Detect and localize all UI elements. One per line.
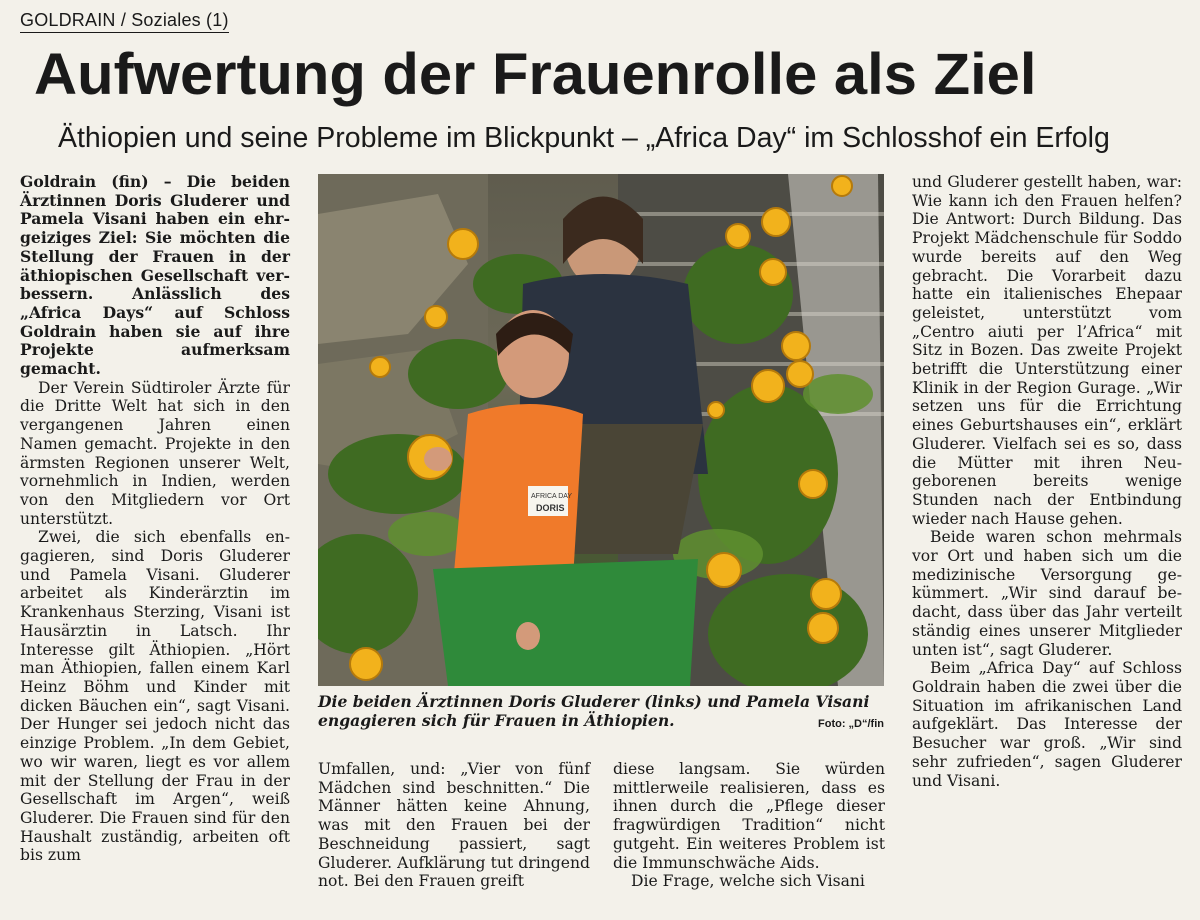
headline: Aufwertung der Frauenrolle als Ziel [34, 42, 1037, 107]
body-paragraph: diese langsam. Sie würden mittlerweile realisieren, dass es ihnen durch die „Pflege dieser fragwürdigen Tradition“ nicht gutgeht. Ein weiteres Problem ist die Immunschwäche Aids. [613, 760, 885, 872]
name-badge-line-2: DORIS [536, 503, 565, 513]
body-paragraph: Zwei, die sich ebenfalls engagieren, sind Doris Gluderer und Pamela Visani. Gluderer arbeitet als Kinderärztin im Krankenhaus Sterzing, Visani ist Hausärztin in Latsch. Ihr Interesse gilt Äthiopien. „Hört man Äthiopien, fallen einem Karl Heinz Böhm und Kinder mit dicken Bäuchen ein“, sagt Visani. Der Hunger sei jedoch nicht das einzige Problem. „In dem Gebiet, wo wir waren, liegt es vor allem mit der Stellung der Frau in der Gesellschaft im Argen“, weiß Gluderer. Die Frauen sind für den Haushalt zuständig, arbeiten oft bis zum [20, 528, 290, 865]
article-column-4 [912, 173, 1182, 790]
article-column-3 [613, 760, 885, 891]
photo-illustration [318, 174, 884, 686]
body-paragraph: Beim „Africa Day“ auf Schloss Goldrain haben die zwei über die Situation im afrikanischen Land aufgeklärt. Das Interesse der Besucher war groß. „Wir sind sehr zufrieden“, sagen Gluderer und Visani. [912, 659, 1182, 790]
body-paragraph: und Gluderer gestellt haben, war: Wie kann ich den Frauen helfen? Die Antwort: Durch Bildung. Das Projekt Mädchenschule für Soddo wurde bereits auf den Weg gebracht. Die Vorarbeit dazu hatte ein italienisches Ehepaar geleistet, unterstützt vom „Centro aiuti per l’Africa“ mit Sitz in Bozen. Das zweite Projekt betrifft die Unterstützung einer Klinik in der Region Gurage. „Wir setzen uns für die Errichtung eines Geburtshauses ein“, erklärt Gluderer. Vielfach sei es so, dass die Mütter mit ihren Neugeborenen bereits wenige Stunden nach der Entbindung wieder nach Hause gehen. [912, 173, 1182, 528]
article-photo [318, 174, 884, 686]
section-kicker: GOLDRAIN / Soziales (1) [20, 10, 229, 33]
photo-credit: Foto: „D“/fin [818, 718, 884, 730]
lead-paragraph: Goldrain (fin) – Die beiden Ärztinnen Doris Gluderer und Pamela Visani haben ein ehrgeiziges Ziel: Sie möchten die Stellung der Frauen in der äthiopischen Gesellschaft verbessern. Anlässlich des „Africa Days“ auf Schloss Goldrain haben sie auf ihre Projekte aufmerksam gemacht. [20, 172, 290, 379]
body-paragraph: Umfallen, und: „Vier von fünf Mädchen sind beschnitten.“ Die Männer hätten keine Ahnung, was mit den Frauen bei der Beschneidung passiert, sagt Gluderer. Aufklärung tut dringend not. Bei den Frauen greift [318, 760, 590, 891]
body-paragraph: Beide waren schon mehrmals vor Ort und haben sich um die medizinische Versorgung gekümmert. „Wir sind darauf bedacht, dass über das Jahr verteilt ständig eines unserer Mitglieder unten ist“, sagt Gluderer. [912, 528, 1182, 659]
article-column-2 [318, 760, 590, 891]
name-badge-line-1: AFRICA DAY [531, 493, 573, 500]
body-paragraph: Der Verein Südtiroler Ärzte für die Dritte Welt hat sich in den vergangenen Jahren einen Namen gemacht. Projekte in den ärmsten Regionen unserer Welt, vornehmlich in Indien, werden von den Mitgliedern vor Ort unterstützt. [20, 378, 290, 528]
subheadline: Äthiopien und seine Probleme im Blickpunkt – „Africa Day“ im Schlosshof ein Erfolg [58, 122, 1110, 154]
article-column-1 [20, 173, 290, 865]
body-paragraph: Die Frage, welche sich Visani [631, 872, 865, 891]
photo-caption: Die beiden Ärztinnen Doris Gluderer (links) und Pamela Visani engagieren sich für Frauen in Äthiopien. [318, 692, 870, 730]
